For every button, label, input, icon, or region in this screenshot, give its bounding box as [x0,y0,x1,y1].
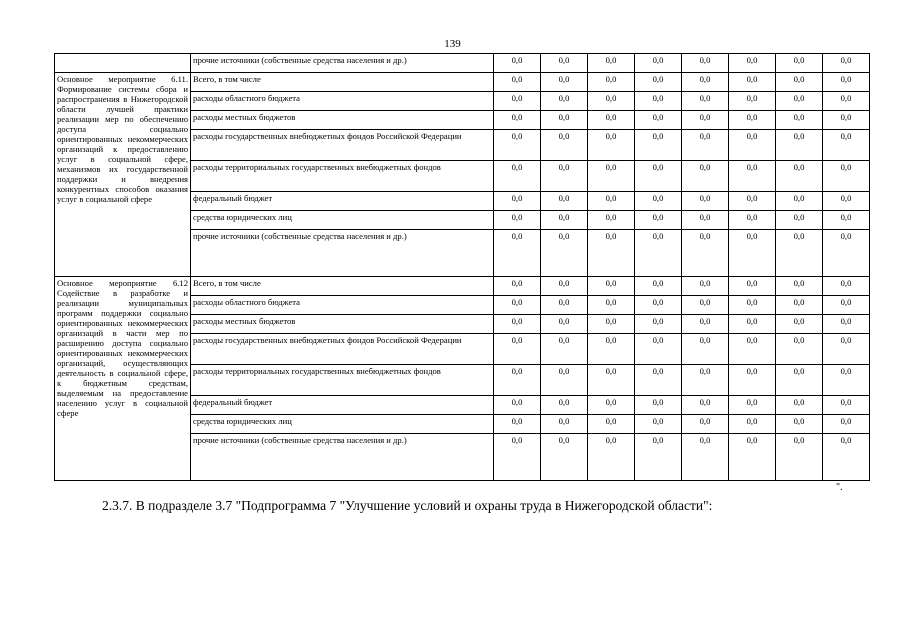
value-cell: 0,0 [682,315,729,334]
value-cell: 0,0 [541,54,588,73]
funding-source-cell: расходы местных бюджетов [191,315,494,334]
value-cell: 0,0 [541,230,588,277]
value-cell: 0,0 [588,230,635,277]
value-cell: 0,0 [494,111,541,130]
funding-source-cell: федеральный бюджет [191,192,494,211]
funding-source-cell: средства юридических лиц [191,415,494,434]
value-cell: 0,0 [494,161,541,192]
value-cell: 0,0 [494,434,541,481]
value-cell: 0,0 [588,334,635,365]
value-cell: 0,0 [823,396,870,415]
value-cell: 0,0 [494,365,541,396]
value-cell: 0,0 [823,111,870,130]
value-cell: 0,0 [541,415,588,434]
value-cell: 0,0 [823,211,870,230]
value-cell: 0,0 [776,365,823,396]
value-cell: 0,0 [729,111,776,130]
value-cell: 0,0 [494,315,541,334]
value-cell: 0,0 [541,396,588,415]
value-cell: 0,0 [823,315,870,334]
value-cell: 0,0 [776,396,823,415]
value-cell: 0,0 [729,296,776,315]
value-cell: 0,0 [776,211,823,230]
value-cell: 0,0 [682,54,729,73]
value-cell: 0,0 [494,277,541,296]
value-cell: 0,0 [588,54,635,73]
value-cell: 0,0 [541,211,588,230]
value-cell: 0,0 [588,365,635,396]
value-cell: 0,0 [682,161,729,192]
value-cell: 0,0 [635,434,682,481]
value-cell: 0,0 [776,315,823,334]
page-number: 139 [444,38,461,50]
value-cell: 0,0 [635,334,682,365]
value-cell: 0,0 [823,73,870,92]
budget-table-body [55,54,870,481]
funding-source-cell: прочие источники (собственные средства населения и др.) [191,54,494,73]
value-cell: 0,0 [823,365,870,396]
value-cell: 0,0 [541,73,588,92]
table-row [55,73,870,92]
value-cell: 0,0 [635,111,682,130]
value-cell: 0,0 [682,396,729,415]
value-cell: 0,0 [776,161,823,192]
funding-source-cell: прочие источники (собственные средства населения и др.) [191,230,494,277]
value-cell: 0,0 [588,277,635,296]
value-cell: 0,0 [588,296,635,315]
value-cell: 0,0 [635,230,682,277]
value-cell: 0,0 [494,73,541,92]
value-cell: 0,0 [776,434,823,481]
value-cell: 0,0 [682,192,729,211]
value-cell: 0,0 [635,211,682,230]
value-cell: 0,0 [682,434,729,481]
value-cell: 0,0 [635,161,682,192]
value-cell: 0,0 [541,434,588,481]
value-cell: 0,0 [776,54,823,73]
value-cell: 0,0 [588,192,635,211]
value-cell: 0,0 [823,161,870,192]
value-cell: 0,0 [588,434,635,481]
value-cell: 0,0 [541,334,588,365]
value-cell: 0,0 [823,92,870,111]
value-cell: 0,0 [635,54,682,73]
value-cell: 0,0 [823,54,870,73]
value-cell: 0,0 [823,334,870,365]
funding-source-cell: прочие источники (собственные средства населения и др.) [191,434,494,481]
value-cell: 0,0 [635,73,682,92]
value-cell: 0,0 [635,92,682,111]
value-cell: 0,0 [729,277,776,296]
value-cell: 0,0 [823,277,870,296]
value-cell: 0,0 [494,92,541,111]
value-cell: 0,0 [588,396,635,415]
table-row [55,277,870,296]
value-cell: 0,0 [682,277,729,296]
value-cell: 0,0 [541,192,588,211]
value-cell: 0,0 [494,415,541,434]
measure-description-cell: Основное мероприятие 6.12 Содействие в разработке и реализации муниципальных программ поддержки социально ориентированных некоммерческих организаций в части мер по расширению доступа социально ориентированных некоммерческих организаций, осуществляющих деятельность в социальной сфере, к бюджетным средствам, выделяемым на предоставление населению услуг в социальной сфере [55,277,191,481]
value-cell: 0,0 [494,296,541,315]
value-cell: 0,0 [729,54,776,73]
value-cell: 0,0 [682,111,729,130]
value-cell: 0,0 [494,211,541,230]
value-cell: 0,0 [541,111,588,130]
value-cell: 0,0 [729,73,776,92]
value-cell: 0,0 [541,130,588,161]
value-cell: 0,0 [682,296,729,315]
value-cell: 0,0 [682,92,729,111]
value-cell: 0,0 [729,192,776,211]
value-cell: 0,0 [588,73,635,92]
value-cell: 0,0 [494,54,541,73]
value-cell: 0,0 [823,434,870,481]
value-cell: 0,0 [635,130,682,161]
value-cell: 0,0 [729,161,776,192]
value-cell: 0,0 [635,315,682,334]
value-cell: 0,0 [776,277,823,296]
value-cell: 0,0 [635,277,682,296]
value-cell: 0,0 [682,415,729,434]
value-cell: 0,0 [776,415,823,434]
value-cell: 0,0 [823,230,870,277]
value-cell: 0,0 [541,365,588,396]
value-cell: 0,0 [635,365,682,396]
closing-quote-mark: ". [836,482,843,493]
value-cell: 0,0 [729,396,776,415]
value-cell: 0,0 [823,192,870,211]
funding-source-cell: средства юридических лиц [191,211,494,230]
table-row [55,54,870,73]
value-cell: 0,0 [682,334,729,365]
value-cell: 0,0 [494,396,541,415]
value-cell: 0,0 [776,192,823,211]
funding-source-cell: расходы государственных внебюджетных фондов Российской Федерации [191,334,494,365]
value-cell: 0,0 [729,334,776,365]
funding-source-cell: расходы территориальных государственных внебюджетных фондов [191,161,494,192]
value-cell: 0,0 [541,92,588,111]
value-cell: 0,0 [494,130,541,161]
value-cell: 0,0 [494,192,541,211]
value-cell: 0,0 [682,130,729,161]
funding-source-cell: Всего, в том числе [191,277,494,296]
value-cell: 0,0 [588,130,635,161]
funding-source-cell: расходы областного бюджета [191,92,494,111]
funding-source-cell: расходы территориальных государственных внебюджетных фондов [191,365,494,396]
value-cell: 0,0 [635,192,682,211]
measure-cell-empty [55,54,191,73]
value-cell: 0,0 [729,230,776,277]
value-cell: 0,0 [776,296,823,315]
funding-source-cell: федеральный бюджет [191,396,494,415]
value-cell: 0,0 [588,315,635,334]
value-cell: 0,0 [588,415,635,434]
value-cell: 0,0 [494,334,541,365]
value-cell: 0,0 [776,230,823,277]
value-cell: 0,0 [541,161,588,192]
value-cell: 0,0 [682,73,729,92]
measure-description-cell: Основное мероприятие 6.11. Формирование системы сбора и распространения в Нижегородской области лучшей практики реализации мер по обеспечению доступа социально ориентированных некоммерческих организаций к предоставлению услуг в социальной сфере, механизмов их государственной поддержки и внедрения конкурентных способов оказания услуг в социальной сфере [55,73,191,277]
value-cell: 0,0 [776,130,823,161]
value-cell: 0,0 [823,130,870,161]
value-cell: 0,0 [776,92,823,111]
budget-table [54,53,870,481]
value-cell: 0,0 [729,315,776,334]
funding-source-cell: расходы государственных внебюджетных фондов Российской Федерации [191,130,494,161]
value-cell: 0,0 [682,230,729,277]
value-cell: 0,0 [776,111,823,130]
value-cell: 0,0 [729,92,776,111]
value-cell: 0,0 [541,277,588,296]
value-cell: 0,0 [635,396,682,415]
value-cell: 0,0 [541,315,588,334]
value-cell: 0,0 [776,73,823,92]
value-cell: 0,0 [494,230,541,277]
funding-source-cell: расходы местных бюджетов [191,111,494,130]
value-cell: 0,0 [729,434,776,481]
funding-source-cell: расходы областного бюджета [191,296,494,315]
value-cell: 0,0 [588,211,635,230]
value-cell: 0,0 [682,211,729,230]
value-cell: 0,0 [588,161,635,192]
value-cell: 0,0 [682,365,729,396]
value-cell: 0,0 [588,92,635,111]
value-cell: 0,0 [776,334,823,365]
section-paragraph: 2.3.7. В подразделе 3.7 "Подпрограмма 7 "Улучшение условий и охраны труда в Нижегородской области": [102,498,713,513]
value-cell: 0,0 [588,111,635,130]
value-cell: 0,0 [729,130,776,161]
value-cell: 0,0 [635,415,682,434]
value-cell: 0,0 [635,296,682,315]
value-cell: 0,0 [823,296,870,315]
value-cell: 0,0 [541,296,588,315]
value-cell: 0,0 [729,365,776,396]
value-cell: 0,0 [729,211,776,230]
value-cell: 0,0 [823,415,870,434]
value-cell: 0,0 [729,415,776,434]
funding-source-cell: Всего, в том числе [191,73,494,92]
